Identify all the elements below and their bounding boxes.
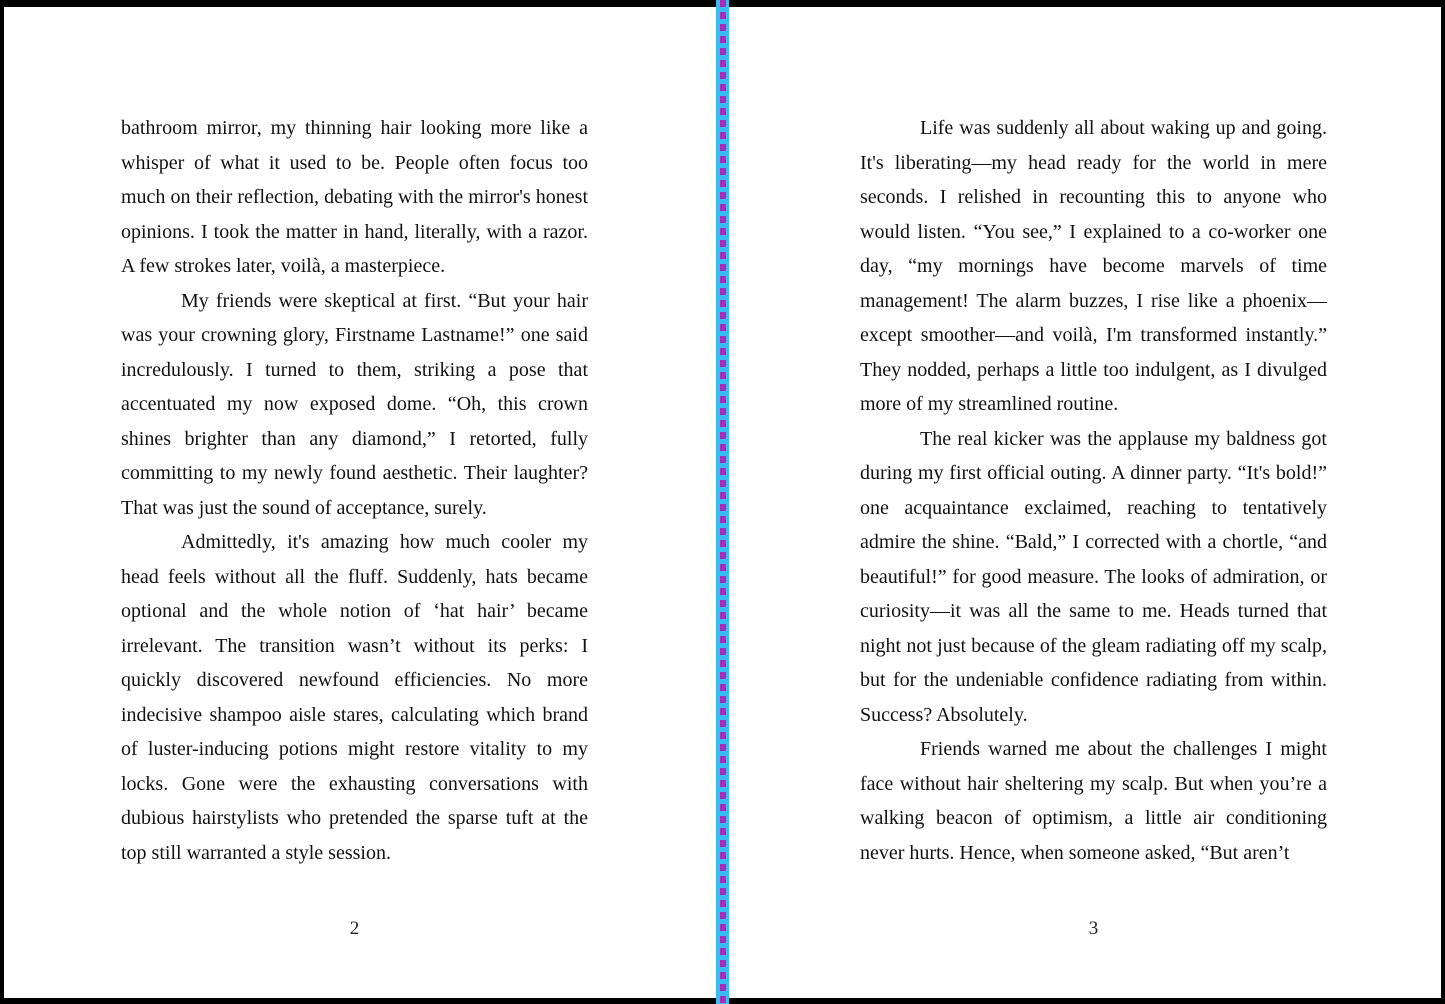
page-2: [4, 7, 716, 998]
paragraph: bathroom mirror, my thinning hair looking more like a whisper of what it used to be. People often focus too much on their reflection, debating with the mirror's honest opinions. I took the matter in hand, literally, with a razor. A few strokes later, voilà, a masterpiece.: [121, 117, 588, 277]
paragraph: The real kicker was the applause my baldness got during my first official outing. A dinner party. “It's bold!” one acquaintance exclaimed, reaching to tentatively admire the shine. “Bald,” I corrected with a chortle, “and beautiful!” for good measure. The looks of admiration, or curiosity—it was all the same to me. Heads turned that night not just because of the gleam radiating off my scalp, but for the undeniable confidence radiating from within. Success? Absolutely.: [860, 427, 1327, 726]
paragraph: Life was suddenly all about waking up and going. It's liberating—my head ready for the world in mere seconds. I relished in recounting this to anyone who would listen. “You see,” I explained to a co-worker one day, “my mornings have become marvels of time management! The alarm buzzes, I rise like a phoenix—except smoother—and voilà, I'm transformed instantly.” They nodded, perhaps a little too indulgent, as I divulged more of my streamlined routine.: [860, 117, 1327, 415]
paragraph: Admittedly, it's amazing how much cooler my head feels without all the fluff. Suddenly, hats became optional and the whole notion of ‘hat hair’ became irrelevant. The transition wasn’t without its perks: I quickly discovered newfound efficiencies. No more indecisive shampoo aisle stares, calculating which brand of luster-inducing potions might restore vitality to my locks. Gone were the exhausting conversations with dubious hairstylists who pretended the sparse tuft at the top still warranted a style session.: [121, 531, 588, 864]
page-2-text-column: [121, 111, 588, 870]
paragraph: Friends warned me about the challenges I might face without hair sheltering my scalp. But when you’re a walking beacon of optimism, a little air conditioning never hurts. Hence, when someone asked, “But aren’t: [860, 738, 1327, 864]
spread-divider-dashed-line: [716, 0, 729, 1004]
page-3: [729, 7, 1441, 998]
page-number-left: 2: [349, 918, 360, 939]
paragraph: My friends were skeptical at first. “But your hair was your crowning glory, Firstname Lastname!” one said incredulously. I turned to them, striking a pose that accentuated my now exposed dome. “Oh, this crown shines brighter than any diamond,” I retorted, fully committing to my newly found aesthetic. Their laughter? That was just the sound of acceptance, surely.: [121, 289, 588, 519]
page-number-right: 3: [1088, 918, 1099, 939]
page-3-text-column: [860, 111, 1327, 870]
